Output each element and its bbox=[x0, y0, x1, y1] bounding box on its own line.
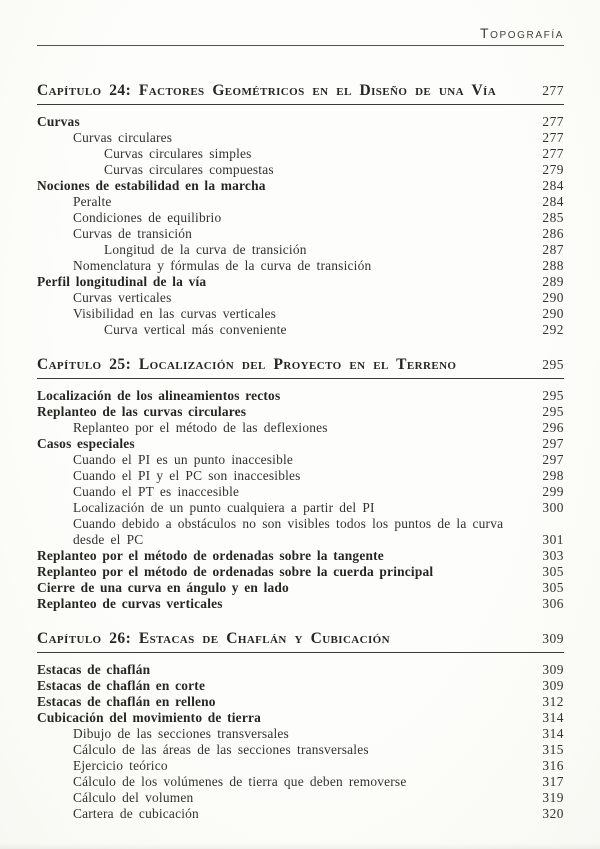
toc-entry-page-number: 277 bbox=[542, 146, 564, 161]
chapter-heading bbox=[37, 82, 564, 105]
toc-entry-page-number: 290 bbox=[542, 306, 564, 321]
chapter-section bbox=[37, 630, 564, 822]
chapter-page-number: 295 bbox=[542, 357, 564, 372]
chapter-section bbox=[37, 356, 564, 612]
toc-entry-page-number: 295 bbox=[542, 388, 564, 403]
toc-entry-label: Cuando el PT es inaccesible bbox=[73, 484, 240, 499]
toc-entry bbox=[37, 178, 564, 194]
toc-entry-page-number: 309 bbox=[542, 678, 564, 693]
chapter-heading bbox=[37, 630, 564, 653]
toc-entry-label: Estacas de chaflán bbox=[37, 662, 151, 677]
toc-entry-label: Replanteo de las curvas circulares bbox=[37, 404, 247, 419]
toc-entry bbox=[37, 790, 564, 806]
toc-entry bbox=[37, 226, 564, 242]
toc-entry-page-number: 284 bbox=[542, 194, 564, 209]
toc-entry bbox=[37, 694, 564, 710]
toc-entry-page-number: 316 bbox=[542, 758, 564, 773]
toc-entry-label: Nociones de estabilidad en la marcha bbox=[37, 178, 266, 193]
toc-entry-label: Replanteo por el método de ordenadas sobre la cuerda principal bbox=[37, 564, 434, 579]
toc-entry-label: Curvas circulares compuestas bbox=[104, 162, 274, 177]
toc-entry-label: Ejercicio teórico bbox=[73, 758, 168, 773]
toc-entry-label: Cubicación del movimiento de tierra bbox=[37, 710, 262, 725]
chapter-page-number: 309 bbox=[542, 631, 564, 646]
toc-entry-label: Dibujo de las secciones transversales bbox=[73, 726, 289, 741]
toc-entry-page-number: 297 bbox=[542, 436, 564, 451]
scan-edge-shadow bbox=[0, 843, 600, 849]
toc-entry-page-number: 277 bbox=[542, 114, 564, 129]
toc-entry-page-number: 319 bbox=[542, 790, 564, 805]
toc-entry bbox=[37, 678, 564, 694]
toc-entry bbox=[37, 242, 564, 258]
toc-entry-page-number: 305 bbox=[542, 564, 564, 579]
toc-entry bbox=[37, 710, 564, 726]
toc-entry bbox=[37, 596, 564, 612]
toc-entry-list bbox=[37, 105, 564, 338]
toc-entry-page-number: 303 bbox=[542, 548, 564, 563]
toc-entry bbox=[37, 548, 564, 564]
toc-entry-label: Estacas de chaflán en corte bbox=[37, 678, 206, 693]
toc-entry-page-number: 314 bbox=[542, 726, 564, 741]
chapter-title: Capítulo 25: Localización del Proyecto en el Terreno bbox=[37, 356, 457, 373]
toc-entry-page-number: 285 bbox=[542, 210, 564, 225]
toc-entry-label: Peralte bbox=[73, 194, 112, 209]
toc-entry bbox=[37, 258, 564, 274]
toc-entry-label: Cálculo de las áreas de las secciones transversales bbox=[73, 742, 369, 757]
toc-entry-label: Estacas de chaflán en relleno bbox=[37, 694, 216, 709]
toc-entry bbox=[37, 726, 564, 742]
toc-entry bbox=[37, 742, 564, 758]
toc-entry bbox=[37, 436, 564, 452]
toc-entry-page-number: 305 bbox=[542, 580, 564, 595]
toc-entry bbox=[37, 758, 564, 774]
toc-entry-page-number: 297 bbox=[542, 452, 564, 467]
toc-entry bbox=[37, 290, 564, 306]
page-content bbox=[37, 26, 564, 822]
toc-entry bbox=[37, 210, 564, 226]
toc-entry-page-number: 301 bbox=[542, 532, 564, 547]
toc-entry bbox=[37, 662, 564, 678]
toc-entry bbox=[37, 114, 564, 130]
toc-entry-label: Curvas de transición bbox=[73, 226, 193, 241]
toc-entry-page-number: 309 bbox=[542, 662, 564, 677]
toc-entry-page-number: 320 bbox=[542, 806, 564, 821]
toc-entry bbox=[37, 774, 564, 790]
toc-entry-page-number: 277 bbox=[542, 130, 564, 145]
toc-entry-page-number: 290 bbox=[542, 290, 564, 305]
toc-entry bbox=[37, 322, 564, 338]
table-of-contents bbox=[37, 82, 564, 822]
toc-entry-page-number: 299 bbox=[542, 484, 564, 499]
toc-entry-label: Longitud de la curva de transición bbox=[104, 242, 307, 257]
toc-entry-label: Curvas circulares simples bbox=[104, 146, 252, 161]
toc-entry-label: Curva vertical más conveniente bbox=[104, 322, 287, 337]
toc-entry bbox=[37, 146, 564, 162]
chapter-title: Capítulo 24: Factores Geométricos en el Diseño de una Vía bbox=[37, 82, 497, 99]
toc-entry bbox=[37, 806, 564, 822]
toc-entry-label: Cartera de cubicación bbox=[73, 806, 199, 821]
toc-entry bbox=[37, 452, 564, 468]
toc-entry bbox=[37, 484, 564, 500]
toc-entry-page-number: 314 bbox=[542, 710, 564, 725]
toc-entry-label: Replanteo de curvas verticales bbox=[37, 596, 223, 611]
toc-entry-label: Replanteo por el método de ordenadas sobre la tangente bbox=[37, 548, 384, 563]
toc-entry-label: Nomenclatura y fórmulas de la curva de transición bbox=[73, 258, 372, 273]
toc-entry bbox=[37, 404, 564, 420]
running-header: Topografía bbox=[479, 25, 564, 41]
toc-entry bbox=[37, 468, 564, 484]
toc-entry-label: Cuando el PI es un punto inaccesible bbox=[73, 452, 294, 467]
toc-entry bbox=[37, 420, 564, 436]
toc-entry-label: Perfil longitudinal de la vía bbox=[37, 274, 207, 289]
toc-entry-page-number: 284 bbox=[542, 178, 564, 193]
toc-entry-page-number: 296 bbox=[542, 420, 564, 435]
toc-entry-label: Cálculo del volumen bbox=[73, 790, 194, 805]
toc-entry-page-number: 286 bbox=[542, 226, 564, 241]
toc-entry-page-number: 295 bbox=[542, 404, 564, 419]
toc-entry bbox=[37, 130, 564, 146]
chapter-heading bbox=[37, 356, 564, 379]
header-rule bbox=[37, 45, 564, 46]
toc-entry-page-number: 287 bbox=[542, 242, 564, 257]
toc-entry-label: Localización de los alineamientos rectos bbox=[37, 388, 281, 403]
toc-entry-label: Replanteo por el método de las deflexiones bbox=[73, 420, 328, 435]
toc-entry-label: Cuando debido a obstáculos no son visibles todos los puntos de la curva desde el PC bbox=[73, 516, 504, 547]
toc-entry-label: Curvas bbox=[37, 114, 80, 129]
toc-entry bbox=[37, 564, 564, 580]
toc-entry-list bbox=[37, 653, 564, 822]
toc-entry-page-number: 292 bbox=[542, 322, 564, 337]
toc-entry-label: Casos especiales bbox=[37, 436, 135, 451]
toc-entry-page-number: 312 bbox=[542, 694, 564, 709]
chapter-section bbox=[37, 82, 564, 338]
toc-entry-page-number: 298 bbox=[542, 468, 564, 483]
toc-entry-page-number: 317 bbox=[542, 774, 564, 789]
toc-entry bbox=[37, 194, 564, 210]
toc-entry-label: Cierre de una curva en ángulo y en lado bbox=[37, 580, 289, 595]
chapter-page-number: 277 bbox=[542, 83, 564, 98]
toc-entry bbox=[37, 306, 564, 322]
toc-entry bbox=[37, 580, 564, 596]
toc-entry-label: Curvas verticales bbox=[73, 290, 172, 305]
toc-entry bbox=[37, 500, 564, 516]
toc-entry-page-number: 289 bbox=[542, 274, 564, 289]
toc-entry-label: Condiciones de equilibrio bbox=[73, 210, 222, 225]
toc-entry-label: Visibilidad en las curvas verticales bbox=[73, 306, 277, 321]
toc-entry-page-number: 288 bbox=[542, 258, 564, 273]
toc-entry bbox=[37, 162, 564, 178]
toc-entry bbox=[37, 516, 564, 548]
toc-entry-page-number: 279 bbox=[542, 162, 564, 177]
toc-entry-label: Curvas circulares bbox=[73, 130, 173, 145]
toc-entry-page-number: 315 bbox=[542, 742, 564, 757]
toc-entry bbox=[37, 274, 564, 290]
toc-entry-label: Cálculo de los volúmenes de tierra que deben removerse bbox=[73, 774, 407, 789]
toc-entry-page-number: 300 bbox=[542, 500, 564, 515]
chapter-title: Capítulo 26: Estacas de Chaflán y Cubicación bbox=[37, 630, 390, 647]
toc-entry-list bbox=[37, 379, 564, 612]
toc-entry bbox=[37, 388, 564, 404]
toc-entry-page-number: 306 bbox=[542, 596, 564, 611]
toc-entry-label: Localización de un punto cualquiera a partir del PI bbox=[73, 500, 375, 515]
toc-entry-label: Cuando el PI y el PC son inaccesibles bbox=[73, 468, 301, 483]
